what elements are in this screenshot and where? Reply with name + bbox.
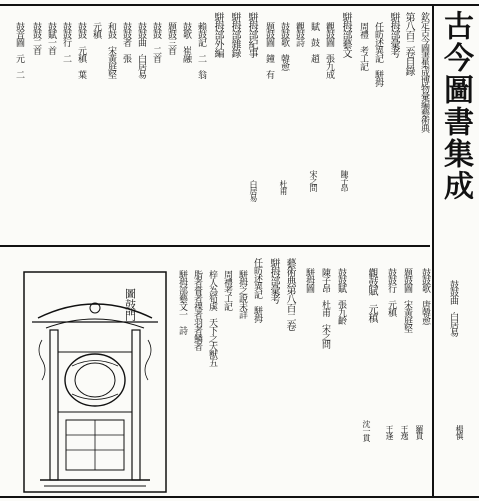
- lower-col-1: 藝術典第八百二卷: [284, 258, 295, 330]
- lower-col-11: 鼓鼓賦 張九齡: [336, 268, 346, 324]
- upper-author-3: 杜甫: [279, 180, 288, 194]
- upper-col-15: 鼓歌 崔融: [181, 22, 191, 62]
- upper-col-8: 觀鼓詩: [294, 22, 304, 46]
- upper-col-21: 元稹: [91, 22, 101, 38]
- upper-col-16: 題鼓三首: [166, 22, 176, 54]
- side-author-1: 楊慎: [455, 425, 464, 439]
- middle-divider: [0, 245, 430, 247]
- illustration-caption: 圖鼓門: [123, 288, 137, 321]
- upper-col-17: 鼓鼓 二首: [151, 22, 161, 62]
- bottom-border: [0, 496, 479, 498]
- upper-col-23: 鼓鼓行 二: [61, 22, 71, 62]
- upper-col-2: 駢拇部彙考: [388, 12, 399, 57]
- book-title: 古今圖書集成: [438, 10, 473, 202]
- upper-col-22: 鼓鼓 元稹 葉: [76, 22, 86, 78]
- top-border: [0, 4, 479, 6]
- upper-author-1: 陳子昂: [340, 170, 349, 191]
- side-col-1: 鼓鼓曲 白居易: [448, 280, 458, 336]
- lower-col-5: 周禮考工記: [222, 270, 232, 310]
- upper-col-7: 賦 鼓 趙: [309, 22, 319, 62]
- upper-col-18: 鼓鼓曲 白居易: [136, 22, 146, 78]
- lower-col-4: 駢拇之說未詳: [237, 270, 247, 318]
- upper-col-25: 鼓鼓二首: [31, 22, 41, 54]
- lower-col-14: 題鼓圖 宋黃庭堅: [402, 268, 412, 332]
- side-author-5: 沈一貫: [362, 420, 371, 441]
- upper-col-3: 任昉述異記 駢拇: [373, 22, 383, 86]
- upper-col-9: 鼓鼓歌 韓愈: [279, 22, 289, 70]
- upper-author-4: 白居易: [249, 180, 258, 201]
- upper-col-12: 駢拇部雜錄: [229, 12, 240, 57]
- lower-col-15: 鼓鼓行 元稹: [386, 268, 396, 316]
- upper-col-19: 鼓鼓者 張: [121, 22, 131, 62]
- side-author-2: 羅貫: [415, 425, 424, 439]
- lower-col-10: 陳子昂 杜甫 宋之問: [320, 268, 330, 348]
- drum-gate-illustration: [22, 270, 168, 494]
- side-column-rule: [432, 4, 434, 496]
- lower-col-12: 觀鼓賦 元稹: [366, 268, 377, 322]
- upper-col-24: 鼓賦一首: [46, 22, 56, 54]
- lower-col-13: 鼓鼓歌 唐韓愈: [420, 268, 430, 324]
- lower-col-3: 任昉述異記 駢拇: [252, 258, 262, 322]
- upper-col-11: 駢拇部紀事: [246, 12, 257, 57]
- upper-col-5: 駢拇部藝文: [340, 12, 351, 57]
- side-author-3: 王逸: [400, 425, 409, 439]
- lower-col-8: 駢拇部藝文一 詩: [177, 270, 187, 334]
- upper-col-1: 第八百二卷目錄: [403, 12, 414, 75]
- upper-col-14: 賴鼓記 二 翁: [196, 22, 206, 78]
- running-head: 欽定古今圖書集成博物彙編藝術典: [419, 12, 429, 132]
- upper-author-2: 宋之問: [309, 170, 318, 191]
- upper-col-26: 鼓音圖 元 二: [14, 22, 24, 78]
- side-author-4: 王逢: [385, 425, 394, 439]
- lower-col-2: 駢拇部彙考: [268, 258, 279, 303]
- upper-col-13: 駢拇部外編: [212, 12, 223, 57]
- upper-col-4: 周禮 考工記: [358, 22, 368, 70]
- upper-col-6: 觀鼓圖 張九成: [324, 22, 334, 78]
- lower-col-6: 梓人為筍虡 天下之大獸五: [207, 270, 217, 366]
- lower-col-7: 脂者膏者裸者羽者鱗者: [192, 270, 202, 350]
- upper-col-10: 題鼓圖 鐘 有: [264, 22, 274, 78]
- upper-col-20: 和鼓 宋黃庭堅: [106, 22, 116, 78]
- lower-col-9: 駢拇圖: [304, 268, 314, 292]
